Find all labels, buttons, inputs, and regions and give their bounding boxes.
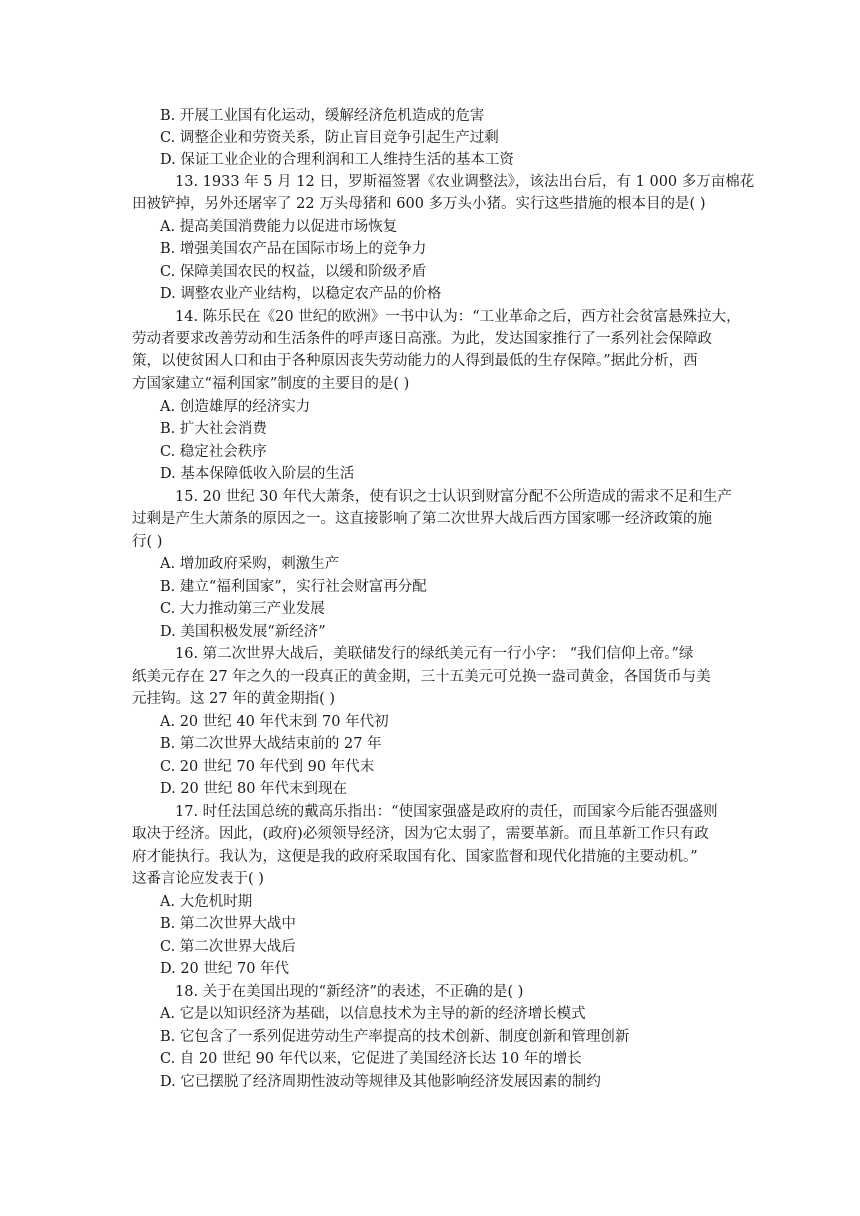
q13-stem-line-1: 13. 1933 年 5 月 12 日，罗斯福签署《农业调整法》，该法出台后，有 1 000 多万亩棉花 xyxy=(175,174,755,190)
q12-option-b: B. 开展工业国有化运动，缓解经济危机造成的危害 xyxy=(160,108,485,124)
q15-stem-line-3: 行( ) xyxy=(132,534,163,550)
q18-option-a: A. 它是以知识经济为基础，以信息技术为主导的新的经济增长模式 xyxy=(160,1006,586,1022)
q14-stem-line-4: 方国家建立“福利国家”制度的主要目的是( ) xyxy=(132,376,410,392)
q14-stem-line-3: 策，以使贫困人口和由于各种原因丧失劳动能力的人得到最低的生存保障。”据此分析，西 xyxy=(132,353,698,369)
q15-option-c: C. 大力推动第三产业发展 xyxy=(160,601,325,617)
q16-stem-line-1: 16. 第二次世界大战后，美联储发行的绿纸美元有一行小字： “我们信仰上帝。”绿 xyxy=(175,646,694,662)
q14-option-a: A. 创造雄厚的经济实力 xyxy=(160,399,311,415)
q15-option-d: D. 美国积极发展“新经济” xyxy=(160,624,326,640)
q16-option-a: A. 20 世纪 40 年代末到 70 年代初 xyxy=(160,714,389,730)
q14-option-c: C. 稳定社会秩序 xyxy=(160,444,267,460)
q17-stem-line-1: 17. 时任法国总统的戴高乐指出：“使国家强盛是政府的责任，而国家今后能否强盛则 xyxy=(175,804,718,820)
q12-option-d: D. 保证工业企业的合理利润和工人维持生活的基本工资 xyxy=(160,152,514,168)
q14-option-b: B. 扩大社会消费 xyxy=(160,421,267,437)
q17-option-a: A. 大危机时期 xyxy=(160,894,253,910)
q13-option-c: C. 保障美国农民的权益，以缓和阶级矛盾 xyxy=(160,264,427,280)
q17-stem-line-2: 取决于经济。因此，(政府)必须领导经济，因为它太弱了，需要革新。而且革新工作只有政 xyxy=(132,826,709,842)
q13-option-d: D. 调整农业产业结构，以稳定农产品的价格 xyxy=(160,286,442,302)
q18-option-c: C. 自 20 世纪 90 年代以来，它促进了美国经济长达 10 年的增长 xyxy=(160,1051,582,1067)
q16-option-b: B. 第二次世界大战结束前的 27 年 xyxy=(160,736,382,752)
q14-stem-line-2: 劳动者要求改善劳动和生活条件的呼声逐日高涨。为此，发达国家推行了一系列社会保障政 xyxy=(132,331,712,347)
q17-option-d: D. 20 世纪 70 年代 xyxy=(160,961,290,977)
q17-option-c: C. 第二次世界大战后 xyxy=(160,939,296,955)
q14-option-d: D. 基本保障低收入阶层的生活 xyxy=(160,466,355,482)
q18-option-b: B. 它包含了一系列促进劳动生产率提高的技术创新、制度创新和管理创新 xyxy=(160,1029,630,1045)
q15-option-a: A. 增加政府采购，刺激生产 xyxy=(160,556,340,572)
q16-stem-line-2: 纸美元存在 27 年之久的一段真正的黄金期，三十五美元可兑换一盎司黄金，各国货币与美 xyxy=(132,669,711,685)
q17-option-b: B. 第二次世界大战中 xyxy=(160,916,296,932)
q16-option-c: C. 20 世纪 70 年代到 90 年代末 xyxy=(160,759,375,775)
q18-option-d: D. 它已摆脱了经济周期性波动等规律及其他影响经济发展因素的制约 xyxy=(160,1074,601,1090)
q15-stem-line-2: 过剩是产生大萧条的原因之一。这直接影响了第二次世界大战后西方国家哪一经济政策的施 xyxy=(132,511,712,527)
q17-stem-line-3: 府才能执行。我认为，这便是我的政府采取国有化、国家监督和现代化措施的主要动机。” xyxy=(132,849,698,865)
q15-stem-line-1: 15. 20 世纪 30 年代大萧条，使有识之士认识到财富分配不公所造成的需求不足和生产 xyxy=(175,489,732,505)
q15-option-b: B. 建立“福利国家”，实行社会财富再分配 xyxy=(160,579,427,595)
q18-stem-line-1: 18. 关于在美国出现的“新经济”的表述，不正确的是( ) xyxy=(175,984,524,1000)
q16-option-d: D. 20 世纪 80 年代末到现在 xyxy=(160,781,348,797)
q12-option-c: C. 调整企业和劳资关系，防止盲目竞争引起生产过剩 xyxy=(160,130,499,146)
q13-stem-line-2: 田被铲掉，另外还屠宰了 22 万头母猪和 600 多万头小猪。实行这些措施的根本目的是( ) xyxy=(132,196,706,212)
q14-stem-line-1: 14. 陈乐民在《20 世纪的欧洲》一书中认为：“工业革命之后，西方社会贫富悬殊拉大， xyxy=(175,309,741,325)
q16-stem-line-3: 元挂钩。这 27 年的黄金期指( ) xyxy=(132,691,336,707)
q13-option-a: A. 提高美国消费能力以促进市场恢复 xyxy=(160,219,398,235)
q17-stem-line-4: 这番言论应发表于( ) xyxy=(132,871,264,887)
q13-option-b: B. 增强美国农产品在国际市场上的竞争力 xyxy=(160,241,427,257)
